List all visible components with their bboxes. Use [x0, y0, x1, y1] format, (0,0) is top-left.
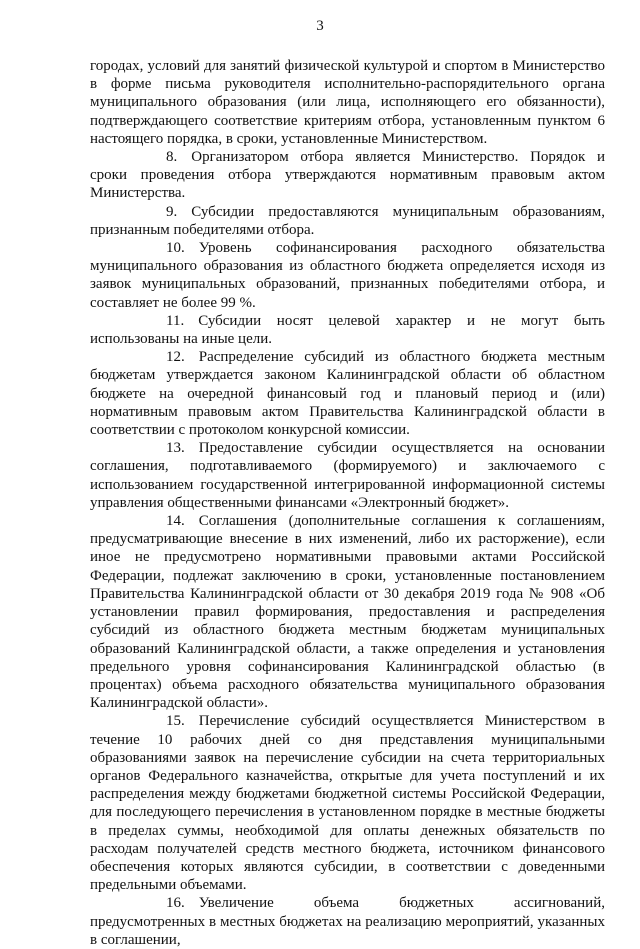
paragraph-number: 16. [166, 895, 185, 912]
paragraph-14 [90, 512, 605, 712]
document-body [90, 57, 605, 949]
paragraph-text: городах, условий для занятий физической культурой и спортом в Министерство в форме письма руководителя исполнительно-распорядительного органа муниципального образования (или лица, исполняющего его обязанности), подтверждающего соответствие критериям отбора, установленным пунктом 6 настоящего порядка, в сроки, установленные Министерством. [90, 58, 605, 147]
paragraph-9 [90, 203, 605, 239]
paragraph-number: 9. [166, 203, 178, 220]
paragraph-number: 13. [166, 440, 185, 457]
paragraph-text: Распределение субсидий из областного бюджета местным бюджетам утверждается законом Калининградской области об областном бюджете на очередной финансовый год и плановый период и (или) нормативным правовым актом Правительства Калининградской области в соответствии с протоколом конкурсной комиссии. [90, 349, 605, 439]
paragraph-15 [90, 712, 605, 894]
paragraph-text: Субсидии носят целевой характер и не могут быть использованы на иные цели. [90, 312, 605, 348]
paragraph-continuation [90, 57, 605, 148]
paragraph-10 [90, 239, 605, 312]
paragraph-text: Уровень софинансирования расходного обязательства муниципального образования из областного бюджета определяется исходя из заявок муниципальных образований, признанных победителями отбора, и составляет не более 99 %. [90, 240, 605, 311]
paragraph-text: Перечисление субсидий осуществляется Министерством в течение 10 рабочих дней со дня представления муниципальными образованиями заявок на перечисление субсидии на счета территориальных органов Федерального казначейства, открытые для учета поступлений и их распределения между бюджетами бюджетной системы Российской Федерации, для последующего перечисления в установленном порядке в местные бюджеты в пределах суммы, необходимой для оплаты денежных обязательств по расходам получателей средств местного бюджета, источником финансового обеспечения которых являются субсидии, в соответствии с доведенными предельными объемами. [90, 713, 605, 894]
paragraph-text: Субсидии предоставляются муниципальным образованиям, признанным победителями отбора. [90, 203, 605, 238]
paragraph-number: 14. [166, 513, 185, 530]
page-number: 3 [316, 18, 324, 34]
paragraph-number: 12. [166, 349, 185, 366]
paragraph-text: Организатором отбора является Министерство. Порядок и сроки проведения отбора утверждаются нормативным правовым актом Министерства. [90, 149, 605, 202]
paragraph-11 [90, 312, 605, 348]
paragraph-text: Соглашения (дополнительные соглашения к соглашениям, предусматривающие внесение в них изменений, либо их расторжение), если иное не предусмотрено нормативными правовыми актами Российской Федерации, подлежат заключению в сроки, установленные постановлением Правительства Калининградской области от 30 декабря 2019 года № 908 «Об установлении правил формирования, предоставления и распределения субсидий из областного бюджета местным бюджетам муниципальных образований Калининградской области, а также определения и установления предельного уровня софинансирования Калининградской областью (в процентах) объема расходного обязательства муниципального образования Калининградской области». [90, 513, 605, 712]
paragraph-text: Предоставление субсидии осуществляется на основании соглашения, подготавливаемого (формируемого) и заключаемого с использованием государственной интегрированной информационной системы управления общественными финансами «Электронный бюджет». [90, 440, 605, 511]
paragraph-number: 11. [166, 312, 185, 329]
paragraph-8 [90, 148, 605, 203]
paragraph-12 [90, 348, 605, 439]
paragraph-number: 15. [166, 713, 185, 730]
paragraph-number: 8. [166, 149, 178, 166]
paragraph-16 [90, 894, 605, 949]
paragraph-13 [90, 439, 605, 512]
paragraph-text: Увеличение объема бюджетных ассигнований, предусмотренных в местных бюджетах на реализацию мероприятий, указанных в соглашении, [90, 895, 605, 948]
paragraph-number: 10. [166, 240, 185, 257]
